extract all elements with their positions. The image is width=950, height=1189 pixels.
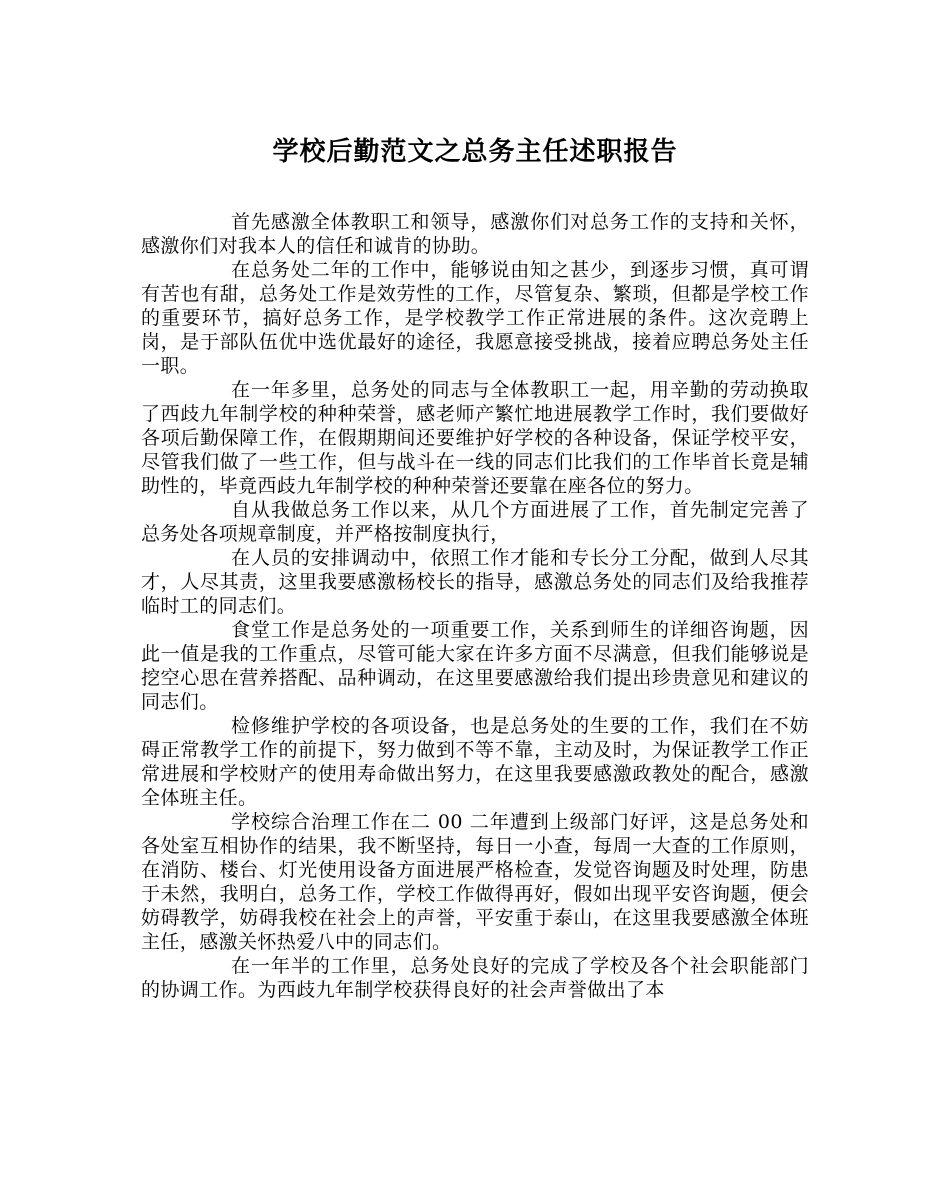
- paragraph-4: 自从我做总务工作以来，从几个方面进展了工作，首先制定完善了总务处各项规章制度，并严格按制度执行，: [141, 499, 809, 545]
- paragraph-9: 在一年半的工作里，总务处良好的完成了学校及各个社会职能部门的协调工作。为西歧九年制学校获得良好的社会声誉做出了本: [141, 955, 809, 1001]
- paragraph-3: 在一年多里，总务处的同志与全体教职工一起，用辛勤的劳动换取了西歧九年制学校的种种荣誉，感老师产繁忙地进展教学工作时，我们要做好各项后勤保障工作，在假期期间还要维护好学校的各种设备，保证学校平安，尽管我们做了一些工作，但与战斗在一线的同志们比我们的工作毕首长竟是辅助性的，毕竟西歧九年制学校的种种荣誉还要靠在座各位的努力。: [141, 379, 809, 497]
- paragraph-8: 学校综合治理工作在二 00 二年遭到上级部门好评，这是总务处和各处室互相协作的结果，我不断坚持，每日一小查，每周一大查的工作原则，在消防、楼台、灯光使用设备方面进展严格检查，发觉咨询题及时处理，防患于未然，我明白，总务工作，学校工作做得再好，假如出现平安咨询题，便会妨碍教学，妨碍我校在社会上的声誉，平安重于泰山，在这里我要感激全体班主任，感激关怀热爱八中的同志们。: [141, 811, 809, 953]
- paragraph-2: 在总务处二年的工作中，能够说由知之甚少，到逐步习惯，真可谓有苦也有甜，总务处工作是效劳性的工作，尽管复杂、繁琐，但都是学校工作的重要环节，搞好总务工作，是学校教学工作正常进展的条件。这次竞聘上岗，是于部队伍优中选优最好的途径，我愿意接受挑战，接着应聘总务处主任一职。: [141, 259, 809, 377]
- document-body: [141, 210, 809, 1002]
- paragraph-1: 首先感激全体教职工和领导，感激你们对总务工作的支持和关怀，感激你们对我本人的信任和诚肯的协助。: [141, 211, 809, 257]
- paragraph-6: 食堂工作是总务处的一项重要工作，关系到师生的详细咨询题，因此一值是我的工作重点，尽管可能大家在许多方面不尽满意，但我们能够说是挖空心思在营养搭配、品种调动，在这里要感激给我们提出珍贵意见和建议的同志们。: [141, 619, 809, 713]
- document-title: 学校后勤范文之总务主任述职报告: [272, 137, 678, 167]
- paragraph-7: 检修维护学校的各项设备，也是总务处的生要的工作，我们在不妨碍正常教学工作的前提下，努力做到不等不靠，主动及时，为保证教学工作正常进展和学校财产的使用寿命做出努力，在这里我要感激政教处的配合，感激全体班主任。: [141, 715, 809, 809]
- paragraph-5: 在人员的安排调动中，依照工作才能和专长分工分配，做到人尽其才，人尽其责，这里我要感激杨校长的指导，感激总务处的同志们及给我推荐临时工的同志们。: [141, 547, 809, 617]
